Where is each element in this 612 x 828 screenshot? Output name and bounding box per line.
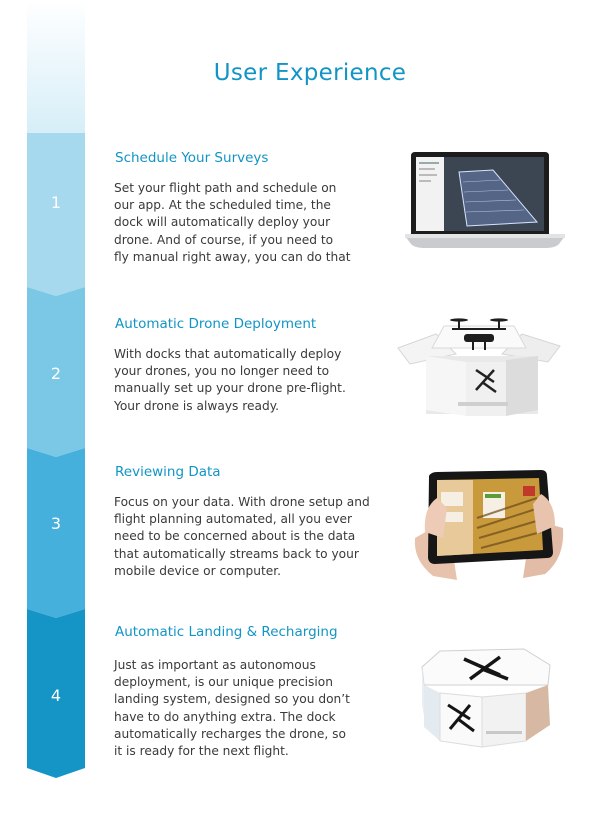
rail-segment-3 <box>27 448 85 618</box>
drone-dock-open-icon <box>396 312 562 416</box>
section-body-landing: Just as important as autonomous deployment, is our unique precision landing system, designed so you don’t have to do anything extra. The dock automatically recharges the drone, so it is ready for the next flight. <box>114 658 350 759</box>
page-title: User Experience <box>213 60 407 86</box>
step-number-1: 1 <box>50 193 62 212</box>
section-body-schedule: Set your flight path and schedule on our app. At the scheduled time, the dock will automatically deploy your drone. And of course, if you need to fly manual right away, you can do that <box>114 181 351 264</box>
rail-segment-1 <box>27 133 85 296</box>
section-body-deployment: With docks that automatically deploy your drones, you no longer need to manually set up your drone pre-flight. Your drone is always ready. <box>114 347 346 413</box>
section-heading-reviewing: Reviewing Data <box>115 464 221 480</box>
section-heading-schedule: Schedule Your Surveys <box>115 150 269 166</box>
step-rail <box>27 0 85 780</box>
section-heading-deployment: Automatic Drone Deployment <box>115 316 317 332</box>
drone-dock-closed-icon <box>420 645 555 748</box>
tablet-icon <box>413 468 565 580</box>
rail-segment-top <box>27 0 85 135</box>
section-heading-landing: Automatic Landing & Recharging <box>115 624 338 640</box>
laptop-icon <box>405 152 567 250</box>
section-body-reviewing: Focus on your data. With drone setup and flight planning automated, all you ever need to be concerned about is the data that automatically streams back to your mobile device or computer. <box>114 495 370 578</box>
step-number-2: 2 <box>50 364 62 383</box>
step-number-3: 3 <box>50 514 62 533</box>
step-number-4: 4 <box>50 686 62 705</box>
